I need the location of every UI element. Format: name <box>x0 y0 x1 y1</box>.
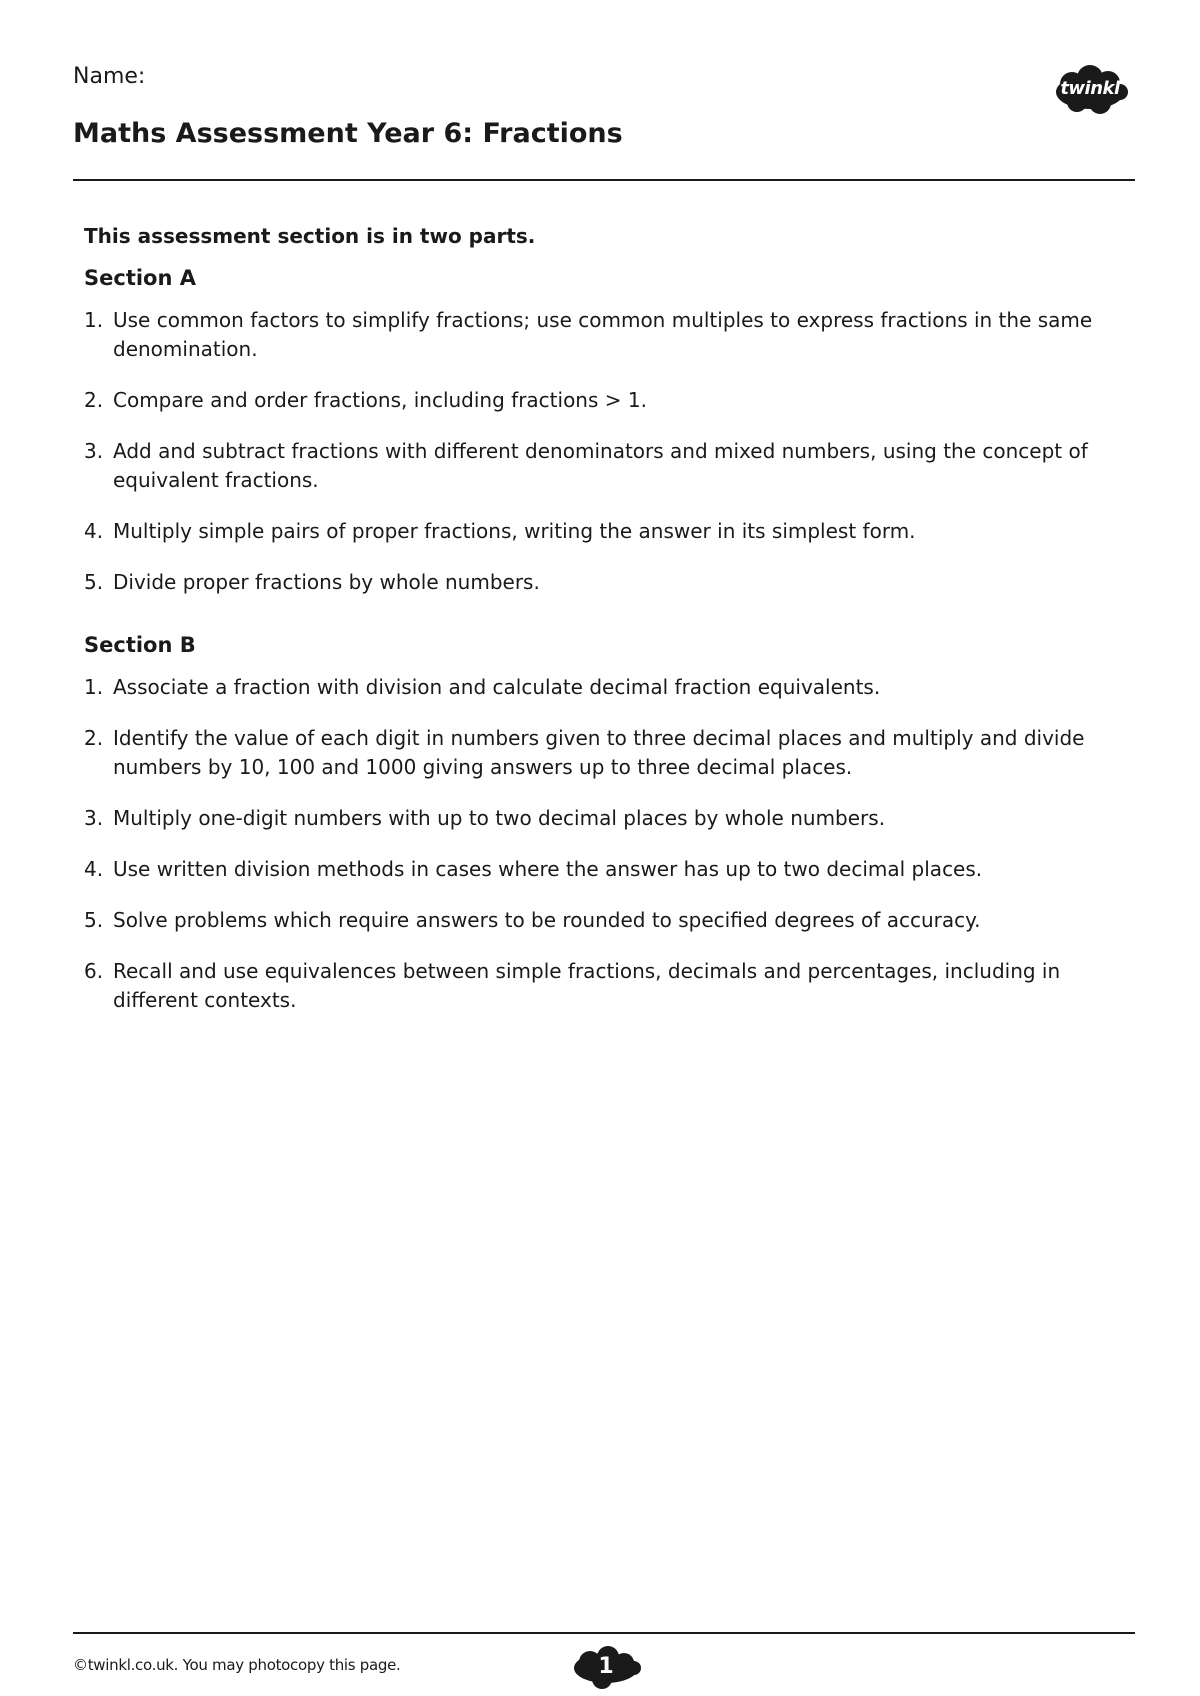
item-text: Use written division methods in cases where the answer has up to two decimal places. <box>113 857 983 881</box>
item-number: 3. <box>84 439 104 463</box>
item-text: Multiply simple pairs of proper fractions, writing the answer in its simplest form. <box>113 519 916 543</box>
item-number: 2. <box>84 388 104 412</box>
item-text: Associate a fraction with division and calculate decimal fraction equivalents. <box>113 675 881 699</box>
item-number: 1. <box>84 675 104 699</box>
item-number: 5. <box>84 570 104 594</box>
footer-divider <box>73 1632 1135 1634</box>
list-item <box>84 855 1134 884</box>
page-title: Maths Assessment Year 6: Fractions <box>73 118 623 149</box>
item-text: Recall and use equivalences between simple fractions, decimals and percentages, including in different contexts. <box>113 959 1061 1012</box>
page-number: 1 <box>598 1654 614 1679</box>
logo-text: twinkl <box>1060 78 1120 99</box>
item-number: 2. <box>84 726 104 750</box>
item-text: Solve problems which require answers to be rounded to specified degrees of accuracy. <box>113 908 981 932</box>
list-item <box>84 804 1134 833</box>
assessment-content <box>84 224 1134 1037</box>
item-text: Add and subtract fractions with different denominators and mixed numbers, using the concept of equivalent fractions. <box>113 439 1088 492</box>
objective-list <box>84 673 1134 1015</box>
list-item <box>84 906 1134 935</box>
list-item <box>84 724 1134 782</box>
header-divider <box>73 179 1135 181</box>
list-item <box>84 673 1134 702</box>
intro-text: This assessment section is in two parts. <box>84 224 536 248</box>
objective-list <box>84 306 1134 597</box>
list-item <box>84 306 1134 364</box>
section-heading: Section B <box>84 633 196 657</box>
page-number-badge <box>566 1644 646 1692</box>
list-item <box>84 437 1134 495</box>
item-number: 4. <box>84 857 104 881</box>
list-item <box>84 386 1134 415</box>
section-a <box>84 266 1134 597</box>
item-number: 1. <box>84 308 104 332</box>
item-number: 4. <box>84 519 104 543</box>
item-text: Use common factors to simplify fractions; use common multiples to express fractions in the same denomination. <box>113 308 1093 361</box>
list-item <box>84 517 1134 546</box>
copyright-notice: ©twinkl.co.uk. You may photocopy this page. <box>73 1656 401 1674</box>
item-number: 6. <box>84 959 104 983</box>
list-item <box>84 957 1134 1015</box>
twinkl-logo <box>1050 62 1130 118</box>
section-b <box>84 633 1134 1015</box>
item-text: Identify the value of each digit in numbers given to three decimal places and multiply and divide numbers by 10, 100 and 1000 giving answers up to three decimal places. <box>113 726 1085 779</box>
item-number: 5. <box>84 908 104 932</box>
item-text: Multiply one-digit numbers with up to two decimal places by whole numbers. <box>113 806 886 830</box>
list-item <box>84 568 1134 597</box>
item-text: Divide proper fractions by whole numbers. <box>113 570 540 594</box>
section-heading: Section A <box>84 266 196 290</box>
item-number: 3. <box>84 806 104 830</box>
item-text: Compare and order fractions, including fractions > 1. <box>113 388 647 412</box>
name-label: Name: <box>73 64 146 89</box>
